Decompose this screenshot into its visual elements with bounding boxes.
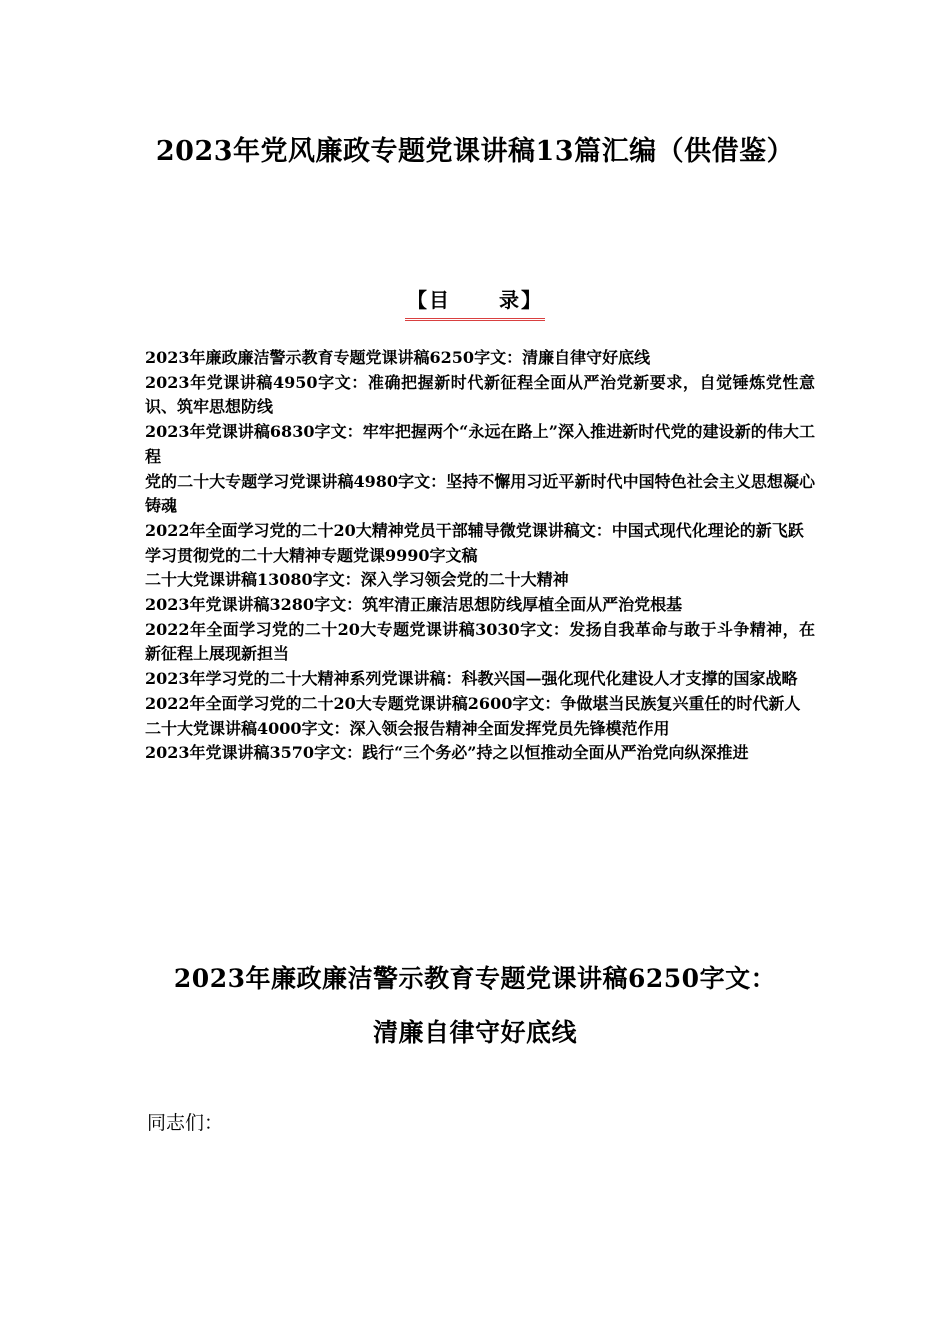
toc-item[interactable]: 2023年党课讲稿6830字文：牢牢把握两个“永远在路上”深入推进新时代党的建设新的伟大工程 [145, 422, 815, 466]
toc-item[interactable]: 2023年学习党的二十大精神系列党课讲稿：科教兴国—强化现代化建设人才支撑的国家战略 [145, 669, 798, 689]
toc-item[interactable]: 学习贯彻党的二十大精神专题党课9990字文稿 [145, 545, 478, 565]
toc-item[interactable]: 2023年廉政廉洁警示教育专题党课讲稿6250字文：清廉自律守好底线 [145, 348, 651, 367]
toc-heading [0, 284, 950, 321]
toc-item[interactable]: 2022年全面学习党的二十20大专题党课讲稿3030字文：发扬自我革命与敢于斗争精神，在新征程上展现新担当 [145, 619, 815, 664]
toc-item[interactable]: 2023年党课讲稿3570字文：践行“三个务必”持之以恒推动全面从严治党向纵深推进 [145, 743, 749, 763]
toc-item[interactable]: 2023年党课讲稿3280字文：筑牢清正廉洁思想防线厚植全面从严治党根基 [145, 595, 683, 615]
section-title [0, 952, 950, 1060]
section-title-line-1: 2023年廉政廉洁警示教育专题党课讲稿6250字文： [173, 964, 777, 993]
section-title-line-2: 清廉自律守好底线 [372, 1018, 577, 1047]
toc-item[interactable]: 2023年党课讲稿4950字文：准确把握新时代新征程全面从严治党新要求，自觉锤炼党性意识、筑牢思想防线 [145, 372, 815, 417]
toc-heading-right: 录】 [499, 288, 543, 312]
toc-item[interactable]: 2022年全面学习党的二十20大精神党员干部辅导微党课讲稿文：中国式现代化理论的新飞跃 [145, 520, 804, 540]
toc-item[interactable]: 二十大党课讲稿13080字文：深入学习领会党的二十大精神 [145, 570, 569, 590]
toc-heading-left: 【目 [407, 288, 451, 312]
document-title: 2023年党风廉政专题党课讲稿13篇汇编（供借鉴） [155, 136, 795, 167]
toc-item[interactable]: 党的二十大专题学习党课讲稿4980字文：坚持不懈用习近平新时代中国特色社会主义思想凝心铸魂 [145, 471, 815, 516]
toc-item[interactable]: 2022年全面学习党的二十20大专题党课讲稿2600字文：争做堪当民族复兴重任的时代新人 [145, 693, 801, 713]
toc-heading-underline [405, 284, 545, 321]
table-of-contents [145, 346, 815, 766]
toc-item[interactable]: 二十大党课讲稿4000字文：深入领会报告精神全面发挥党员先锋模范作用 [145, 718, 670, 738]
greeting-text: 同志们： [147, 1112, 224, 1134]
